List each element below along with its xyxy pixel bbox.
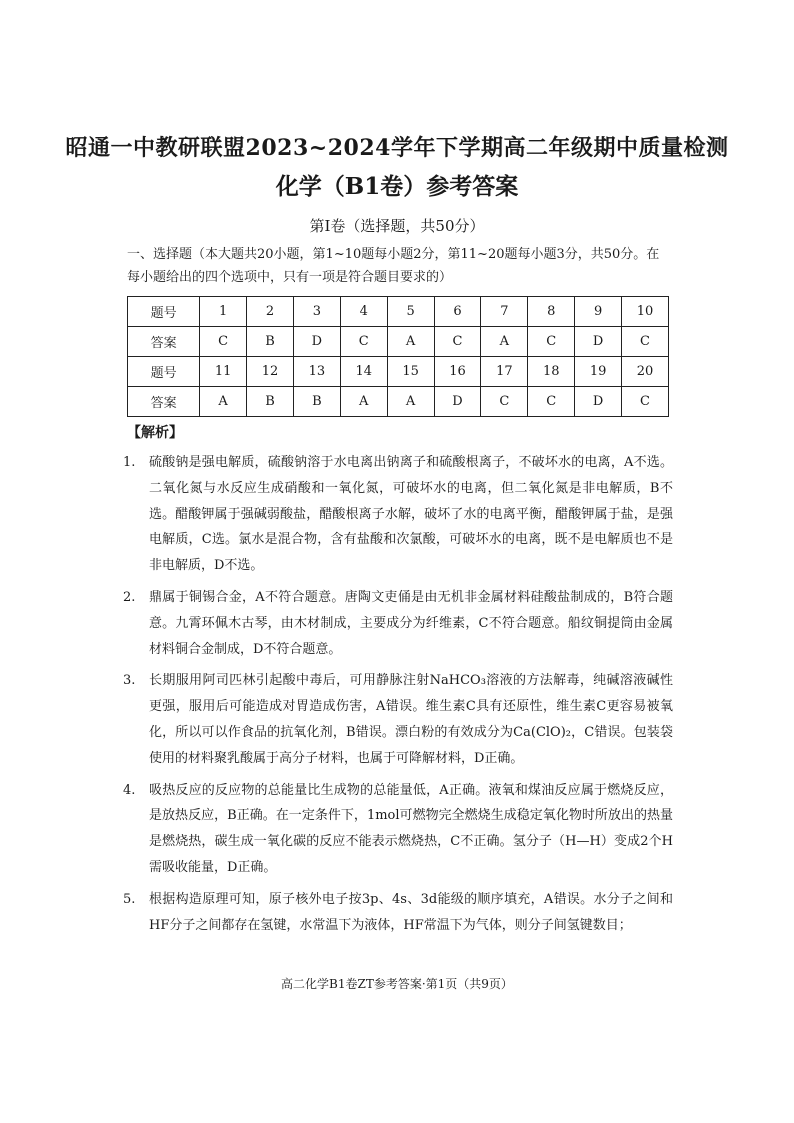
- item-text: 鼎属于铜锡合金，A不符合题意。唐陶文吏俑是由无机非金属材料硅酸盐制成的，B符合题意。九霄环佩木古琴，由木材制成，主要成分为纤维素，C不符合题意。船纹铜提筒由金属材料铜合金制成，D不符合题意。: [149, 589, 673, 657]
- question-number-cell: 6: [434, 297, 481, 327]
- answer-cell: C: [528, 327, 575, 357]
- question-number-cell: 19: [575, 357, 622, 387]
- row-label: 题号: [128, 357, 200, 387]
- question-number-cell: 17: [481, 357, 528, 387]
- item-text: 根据构造原理可知，原子核外电子按3p、4s、3d能级的顺序填充，A错误。水分子之间和HF分子之间都存在氢键，水常温下为液体，HF常温下为气体，则分子间氢键数目；: [149, 891, 673, 933]
- document-title: 昭通一中教研联盟2023~2024学年下学期高二年级期中质量检测: [65, 135, 729, 161]
- page-footer: 高二化学B1卷ZT参考答案·第1页（共9页）: [281, 977, 513, 991]
- item-text: 硫酸钠是强电解质，硫酸钠溶于水电离出钠离子和硫酸根离子，不破坏水的电离，A不选。二氧化氮与水反应生成硝酸和一氧化氮，可破坏水的电离，但二氧化氮是非电解质，B不选。醋酸钾属于强碱弱酸盐，醋酸根离子水解，破坏了水的电离平衡，醋酸钾属于盐，是强电解质，C选。氯水是混合物，含有盐酸和次氯酸，可破坏水的电离，既不是电解质也不是非电解质，D不选。: [149, 455, 673, 574]
- answer-cell: B: [247, 387, 294, 417]
- question-number-cell: 11: [200, 357, 247, 387]
- answer-cell: C: [622, 327, 669, 357]
- answer-table: [127, 296, 669, 417]
- answer-cell: B: [293, 387, 340, 417]
- section-title: 第Ⅰ卷（选择题，共50分）: [309, 217, 485, 235]
- question-number-cell: 2: [247, 297, 294, 327]
- analysis-item: [123, 585, 673, 662]
- analysis-item: [123, 778, 673, 881]
- item-text: 长期服用阿司匹林引起酸中毒后，可用静脉注射NaHCO₃溶液的方法解毒，纯碱溶液碱性更强，服用后可能造成对胃造成伤害，A错误。维生素C具有还原性，维生素C更容易被氧化，所以可以作食品的抗氧化剂，B错误。漂白粉的有效成分为Ca(ClO)₂，C错误。包装袋使用的材料聚乳酸属于高分子材料，也属于可降解材料，D正确。: [149, 673, 673, 766]
- item-number: 2.: [123, 589, 136, 605]
- answer-cell: A: [481, 327, 528, 357]
- answer-cell: C: [528, 387, 575, 417]
- answer-cell: D: [293, 327, 340, 357]
- question-number-cell: 16: [434, 357, 481, 387]
- answer-cell: D: [575, 327, 622, 357]
- analysis-item: [123, 887, 673, 939]
- question-number-cell: 7: [481, 297, 528, 327]
- answer-cell: C: [200, 327, 247, 357]
- section-intro: 一、选择题（本大题共20小题，第1~10题每小题2分，第11~20题每小题3分，共50分。在每小题给出的四个选项中，只有一项是符合题目要求的）: [127, 247, 660, 285]
- question-number-cell: 14: [340, 357, 387, 387]
- answer-cell: C: [481, 387, 528, 417]
- question-number-cell: 15: [387, 357, 434, 387]
- answer-cell: C: [340, 327, 387, 357]
- answer-cell: D: [434, 387, 481, 417]
- item-number: 3.: [123, 673, 136, 689]
- question-number-cell: 18: [528, 357, 575, 387]
- question-number-cell: 1: [200, 297, 247, 327]
- question-number-cell: 12: [247, 357, 294, 387]
- item-text: 吸热反应的反应物的总能量比生成物的总能量低，A正确。液氧和煤油反应属于燃烧反应，是放热反应，B正确。在一定条件下，1mol可燃物完全燃烧生成稳定氧化物时所放出的热量是燃烧热，碳生成一氧化碳的反应不能表示燃烧热，C不正确。氢分子（H—H）变成2个H需吸收能量，D正确。: [149, 782, 673, 875]
- answer-cell: A: [387, 327, 434, 357]
- question-number-cell: 8: [528, 297, 575, 327]
- question-number-cell: 5: [387, 297, 434, 327]
- item-number: 4.: [123, 782, 136, 798]
- item-number: 1.: [123, 455, 136, 470]
- answer-table-row: [128, 327, 669, 357]
- analysis-item: [123, 668, 673, 771]
- row-label: 答案: [128, 327, 200, 357]
- analysis-heading: 【解析】: [127, 425, 183, 441]
- answer-table-row: [128, 357, 669, 387]
- answer-table-row: [128, 297, 669, 327]
- answer-cell: C: [434, 327, 481, 357]
- analysis-list: [123, 450, 673, 944]
- answer-table-row: [128, 387, 669, 417]
- answer-cell: A: [340, 387, 387, 417]
- answer-cell: A: [200, 387, 247, 417]
- question-number-cell: 13: [293, 357, 340, 387]
- answer-cell: B: [247, 327, 294, 357]
- document-subtitle: 化学（B1卷）参考答案: [275, 173, 519, 200]
- row-label: 题号: [128, 297, 200, 327]
- answer-cell: A: [387, 387, 434, 417]
- answer-cell: C: [622, 387, 669, 417]
- question-number-cell: 4: [340, 297, 387, 327]
- row-label: 答案: [128, 387, 200, 417]
- question-number-cell: 9: [575, 297, 622, 327]
- answer-cell: D: [575, 387, 622, 417]
- item-number: 5.: [123, 891, 136, 907]
- question-number-cell: 20: [622, 357, 669, 387]
- question-number-cell: 3: [293, 297, 340, 327]
- analysis-item: [123, 450, 673, 579]
- question-number-cell: 10: [622, 297, 669, 327]
